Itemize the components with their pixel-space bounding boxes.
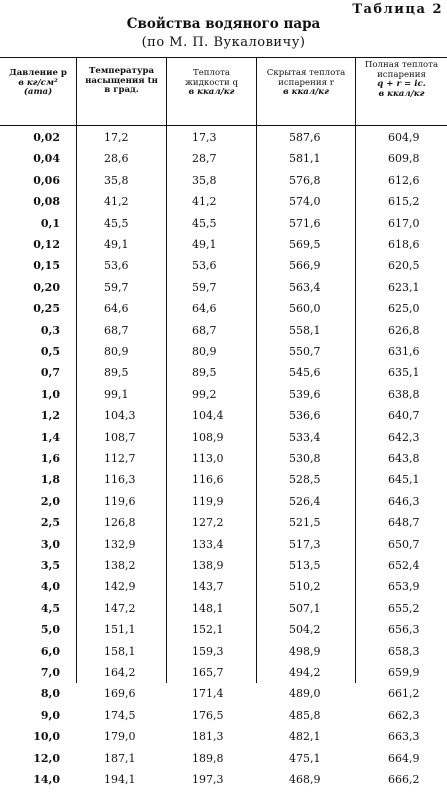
temperature-cell: 142,9 [104, 580, 136, 594]
header-liquid-heat-line-1: Теплота [192, 68, 231, 78]
header-latent-heat-line-2: испарения r [278, 77, 334, 88]
table-row [0, 473, 447, 494]
pressure-cell: 5,0 [40, 623, 60, 637]
total-heat-cell: 643,8 [388, 452, 420, 465]
liquid-heat-cell: 143,7 [192, 580, 224, 594]
header-liquid-heat-line-2: жидкости q [185, 77, 238, 88]
latent-heat-cell: 507,1 [289, 601, 321, 615]
temperature-cell: 45,5 [104, 216, 129, 230]
pressure-cell: 1,4 [40, 430, 60, 444]
latent-heat-cell: 526,4 [289, 494, 321, 508]
latent-heat-cell: 468,9 [289, 773, 321, 786]
table-subtitle: (по М. П. Вукаловичу) [141, 35, 306, 50]
header-total-heat-line-4: в ккал/кг [378, 88, 425, 99]
temperature-cell: 151,1 [104, 623, 136, 637]
temperature-cell: 41,2 [104, 195, 129, 209]
total-heat-cell: 666,2 [388, 773, 420, 786]
pressure-cell: 12,0 [33, 751, 60, 765]
pressure-cell: 14,0 [33, 773, 60, 786]
temperature-cell: 108,7 [104, 430, 136, 444]
liquid-heat-cell: 176,5 [192, 708, 224, 722]
total-heat-cell: 631,6 [388, 345, 420, 358]
temperature-cell: 53,6 [104, 259, 129, 273]
total-heat-cell: 659,9 [388, 666, 420, 679]
pressure-cell: 10,0 [33, 730, 60, 744]
pressure-cell: 6,0 [40, 644, 60, 658]
total-heat-cell: 646,3 [388, 494, 420, 508]
latent-heat-cell: 569,5 [289, 238, 321, 251]
temperature-cell: 119,6 [104, 494, 136, 508]
latent-heat-cell: 485,8 [289, 708, 321, 722]
temperature-cell: 179,0 [104, 730, 136, 744]
pressure-cell: 0,15 [33, 259, 60, 273]
pressure-cell: 0,1 [40, 216, 60, 230]
table-row [0, 452, 447, 473]
temperature-cell: 49,1 [104, 238, 129, 251]
pressure-cell: 1,2 [40, 409, 60, 423]
total-heat-cell: 652,4 [388, 559, 420, 572]
liquid-heat-cell: 59,7 [192, 280, 217, 294]
table-row [0, 259, 447, 280]
total-heat-cell: 625,0 [388, 302, 420, 316]
latent-heat-cell: 482,1 [289, 730, 321, 744]
header-total-heat-line-2: испарения [377, 69, 426, 80]
liquid-heat-cell: 113,0 [192, 452, 224, 465]
latent-heat-cell: 498,9 [289, 644, 321, 658]
liquid-heat-cell: 189,8 [192, 751, 224, 765]
header-temperature-line-1: Температура [88, 66, 155, 76]
liquid-heat-cell: 159,3 [192, 644, 224, 658]
pressure-cell: 3,0 [40, 537, 60, 551]
total-heat-cell: 656,3 [388, 623, 420, 637]
pressure-cell: 0,08 [33, 195, 60, 209]
latent-heat-cell: 539,6 [289, 387, 321, 401]
latent-heat-cell: 513,5 [289, 559, 321, 572]
header-temperature [77, 67, 166, 125]
total-heat-cell: 661,2 [388, 687, 420, 701]
latent-heat-cell: 536,6 [289, 409, 321, 423]
table-row [0, 666, 447, 687]
table-row [0, 773, 447, 794]
pressure-cell: 3,5 [40, 559, 60, 572]
temperature-cell: 138,2 [104, 559, 136, 572]
latent-heat-cell: 494,2 [289, 666, 321, 679]
latent-heat-cell: 528,5 [289, 473, 321, 487]
total-heat-cell: 623,1 [388, 280, 420, 294]
pressure-cell: 7,0 [40, 666, 60, 679]
table-number-label: Таблица 2 [352, 2, 443, 17]
total-heat-cell: 618,6 [388, 238, 420, 251]
temperature-cell: 64,6 [104, 302, 129, 316]
temperature-cell: 28,6 [104, 152, 129, 166]
total-heat-cell: 663,3 [388, 730, 420, 744]
latent-heat-cell: 558,1 [289, 323, 321, 337]
temperature-cell: 104,3 [104, 409, 136, 423]
latent-heat-cell: 504,2 [289, 623, 321, 637]
liquid-heat-cell: 133,4 [192, 537, 224, 551]
table-row [0, 687, 447, 708]
pressure-cell: 0,20 [33, 280, 60, 294]
table-row [0, 431, 447, 452]
total-heat-cell: 638,8 [388, 387, 420, 401]
pressure-cell: 1,8 [40, 473, 60, 487]
temperature-cell: 194,1 [104, 773, 136, 786]
table-row [0, 174, 447, 195]
latent-heat-cell: 517,3 [289, 537, 321, 551]
liquid-heat-cell: 49,1 [192, 238, 217, 251]
temperature-cell: 169,6 [104, 687, 136, 701]
total-heat-cell: 655,2 [388, 601, 420, 615]
liquid-heat-cell: 127,2 [192, 516, 224, 530]
temperature-cell: 17,2 [104, 131, 129, 144]
table-row [0, 495, 447, 516]
total-heat-cell: 658,3 [388, 644, 420, 658]
liquid-heat-cell: 99,2 [192, 387, 217, 401]
latent-heat-cell: 560,0 [289, 302, 321, 316]
temperature-cell: 126,8 [104, 516, 136, 530]
pressure-cell: 0,04 [33, 152, 60, 166]
table-row [0, 602, 447, 623]
steam-properties-table [0, 55, 447, 786]
table-row [0, 195, 447, 216]
header-latent-heat-line-1: Скрытая теплота [266, 68, 346, 78]
total-heat-cell: 615,2 [388, 195, 420, 209]
total-heat-cell: 609,8 [388, 152, 420, 166]
liquid-heat-cell: 17,3 [192, 131, 217, 144]
liquid-heat-cell: 148,1 [192, 601, 224, 615]
pressure-cell: 4,5 [40, 601, 60, 615]
table-row [0, 302, 447, 323]
pressure-cell: 2,0 [40, 494, 60, 508]
temperature-cell: 147,2 [104, 601, 136, 615]
temperature-cell: 174,5 [104, 708, 136, 722]
table-row [0, 238, 447, 259]
liquid-heat-cell: 28,7 [192, 152, 217, 166]
latent-heat-cell: 545,6 [289, 366, 321, 380]
total-heat-cell: 662,3 [388, 708, 420, 722]
pressure-cell: 0,02 [33, 131, 60, 144]
liquid-heat-cell: 171,4 [192, 687, 224, 701]
liquid-heat-cell: 181,3 [192, 730, 224, 744]
temperature-cell: 164,2 [104, 666, 136, 679]
table-top-rule [0, 57, 447, 58]
total-heat-cell: 642,3 [388, 430, 420, 444]
table-row [0, 538, 447, 559]
header-total-heat-line-3: q + r = iс. [377, 79, 426, 90]
table-row [0, 345, 447, 366]
pressure-cell: 0,25 [33, 302, 60, 316]
latent-heat-cell: 521,5 [289, 516, 321, 530]
table-row [0, 388, 447, 409]
liquid-heat-cell: 41,2 [192, 195, 217, 209]
header-pressure-line-1: Давление p [9, 68, 67, 78]
pressure-cell: 0,12 [33, 238, 60, 251]
pressure-cell: 0,7 [40, 366, 60, 380]
temperature-cell: 116,3 [104, 473, 136, 487]
total-heat-cell: 653,9 [388, 580, 420, 594]
temperature-cell: 68,7 [104, 323, 129, 337]
latent-heat-cell: 550,7 [289, 345, 321, 358]
header-temperature-line-3: в град. [104, 85, 139, 96]
pressure-cell: 4,0 [40, 580, 60, 594]
total-heat-cell: 640,7 [388, 409, 420, 423]
total-heat-cell: 604,9 [388, 131, 420, 144]
liquid-heat-cell: 35,8 [192, 173, 217, 187]
latent-heat-cell: 563,4 [289, 280, 321, 294]
table-row [0, 559, 447, 580]
total-heat-cell: 620,5 [388, 259, 420, 273]
liquid-heat-cell: 116,6 [192, 473, 224, 487]
header-liquid-heat-line-3: в ккал/кг [188, 87, 235, 98]
pressure-cell: 1,0 [40, 387, 60, 401]
total-heat-cell: 650,7 [388, 537, 420, 551]
total-heat-cell: 664,9 [388, 751, 420, 765]
temperature-cell: 112,7 [104, 452, 136, 465]
latent-heat-cell: 571,6 [289, 216, 321, 230]
liquid-heat-cell: 119,9 [192, 494, 224, 508]
pressure-cell: 0,5 [40, 345, 60, 358]
liquid-heat-cell: 53,6 [192, 259, 217, 273]
liquid-heat-cell: 197,3 [192, 773, 224, 786]
liquid-heat-cell: 64,6 [192, 302, 217, 316]
temperature-cell: 99,1 [104, 387, 129, 401]
latent-heat-cell: 566,9 [289, 259, 321, 273]
header-pressure-line-2: в кг/см² [18, 77, 58, 88]
header-liquid-heat [167, 69, 256, 127]
latent-heat-cell: 581,1 [289, 152, 321, 166]
table-row [0, 281, 447, 302]
table-row [0, 516, 447, 537]
liquid-heat-cell: 68,7 [192, 323, 217, 337]
header-latent-heat-line-3: в ккал/кг [283, 87, 329, 98]
total-heat-cell: 635,1 [388, 366, 420, 380]
liquid-heat-cell: 152,1 [192, 623, 224, 637]
latent-heat-cell: 530,8 [289, 452, 321, 465]
liquid-heat-cell: 138,9 [192, 559, 224, 572]
pressure-cell: 8,0 [40, 687, 60, 701]
latent-heat-cell: 533,4 [289, 430, 321, 444]
latent-heat-cell: 587,6 [289, 131, 321, 144]
header-pressure [0, 69, 76, 127]
latent-heat-cell: 574,0 [289, 195, 321, 209]
liquid-heat-cell: 89,5 [192, 366, 217, 380]
total-heat-cell: 612,6 [388, 173, 420, 187]
header-total-heat-line-1: Полная теплота [364, 60, 439, 70]
temperature-cell: 132,9 [104, 537, 136, 551]
pressure-cell: 9,0 [40, 708, 60, 722]
table-row [0, 152, 447, 173]
table-row [0, 409, 447, 430]
table-title: Свойства водяного пара [126, 16, 321, 32]
liquid-heat-cell: 108,9 [192, 430, 224, 444]
temperature-cell: 80,9 [104, 345, 129, 358]
latent-heat-cell: 510,2 [289, 580, 321, 594]
total-heat-cell: 648,7 [388, 516, 420, 530]
table-row [0, 324, 447, 345]
temperature-cell: 35,8 [104, 173, 129, 187]
table-row [0, 131, 447, 152]
pressure-cell: 2,5 [40, 516, 60, 530]
total-heat-cell: 626,8 [388, 323, 420, 337]
temperature-cell: 187,1 [104, 751, 136, 765]
header-latent-heat [257, 69, 355, 127]
table-row [0, 709, 447, 730]
pressure-cell: 1,6 [40, 452, 60, 465]
temperature-cell: 158,1 [104, 644, 136, 658]
liquid-heat-cell: 165,7 [192, 666, 224, 679]
header-total-heat [356, 61, 447, 119]
total-heat-cell: 645,1 [388, 473, 420, 487]
table-row [0, 730, 447, 751]
liquid-heat-cell: 45,5 [192, 216, 217, 230]
temperature-cell: 59,7 [104, 280, 129, 294]
liquid-heat-cell: 104,4 [192, 409, 224, 423]
latent-heat-cell: 475,1 [289, 751, 321, 765]
table-row [0, 580, 447, 601]
temperature-cell: 89,5 [104, 366, 129, 380]
pressure-cell: 0,06 [33, 173, 60, 187]
header-pressure-line-3: (ата) [23, 87, 53, 98]
liquid-heat-cell: 80,9 [192, 345, 217, 358]
table-row [0, 623, 447, 644]
table-row [0, 645, 447, 666]
header-temperature-line-2: насыщения tн [85, 75, 158, 86]
table-row [0, 752, 447, 773]
pressure-cell: 0,3 [40, 323, 60, 337]
table-row [0, 217, 447, 238]
total-heat-cell: 617,0 [388, 216, 420, 230]
latent-heat-cell: 576,8 [289, 173, 321, 187]
latent-heat-cell: 489,0 [289, 687, 321, 701]
table-row [0, 366, 447, 387]
